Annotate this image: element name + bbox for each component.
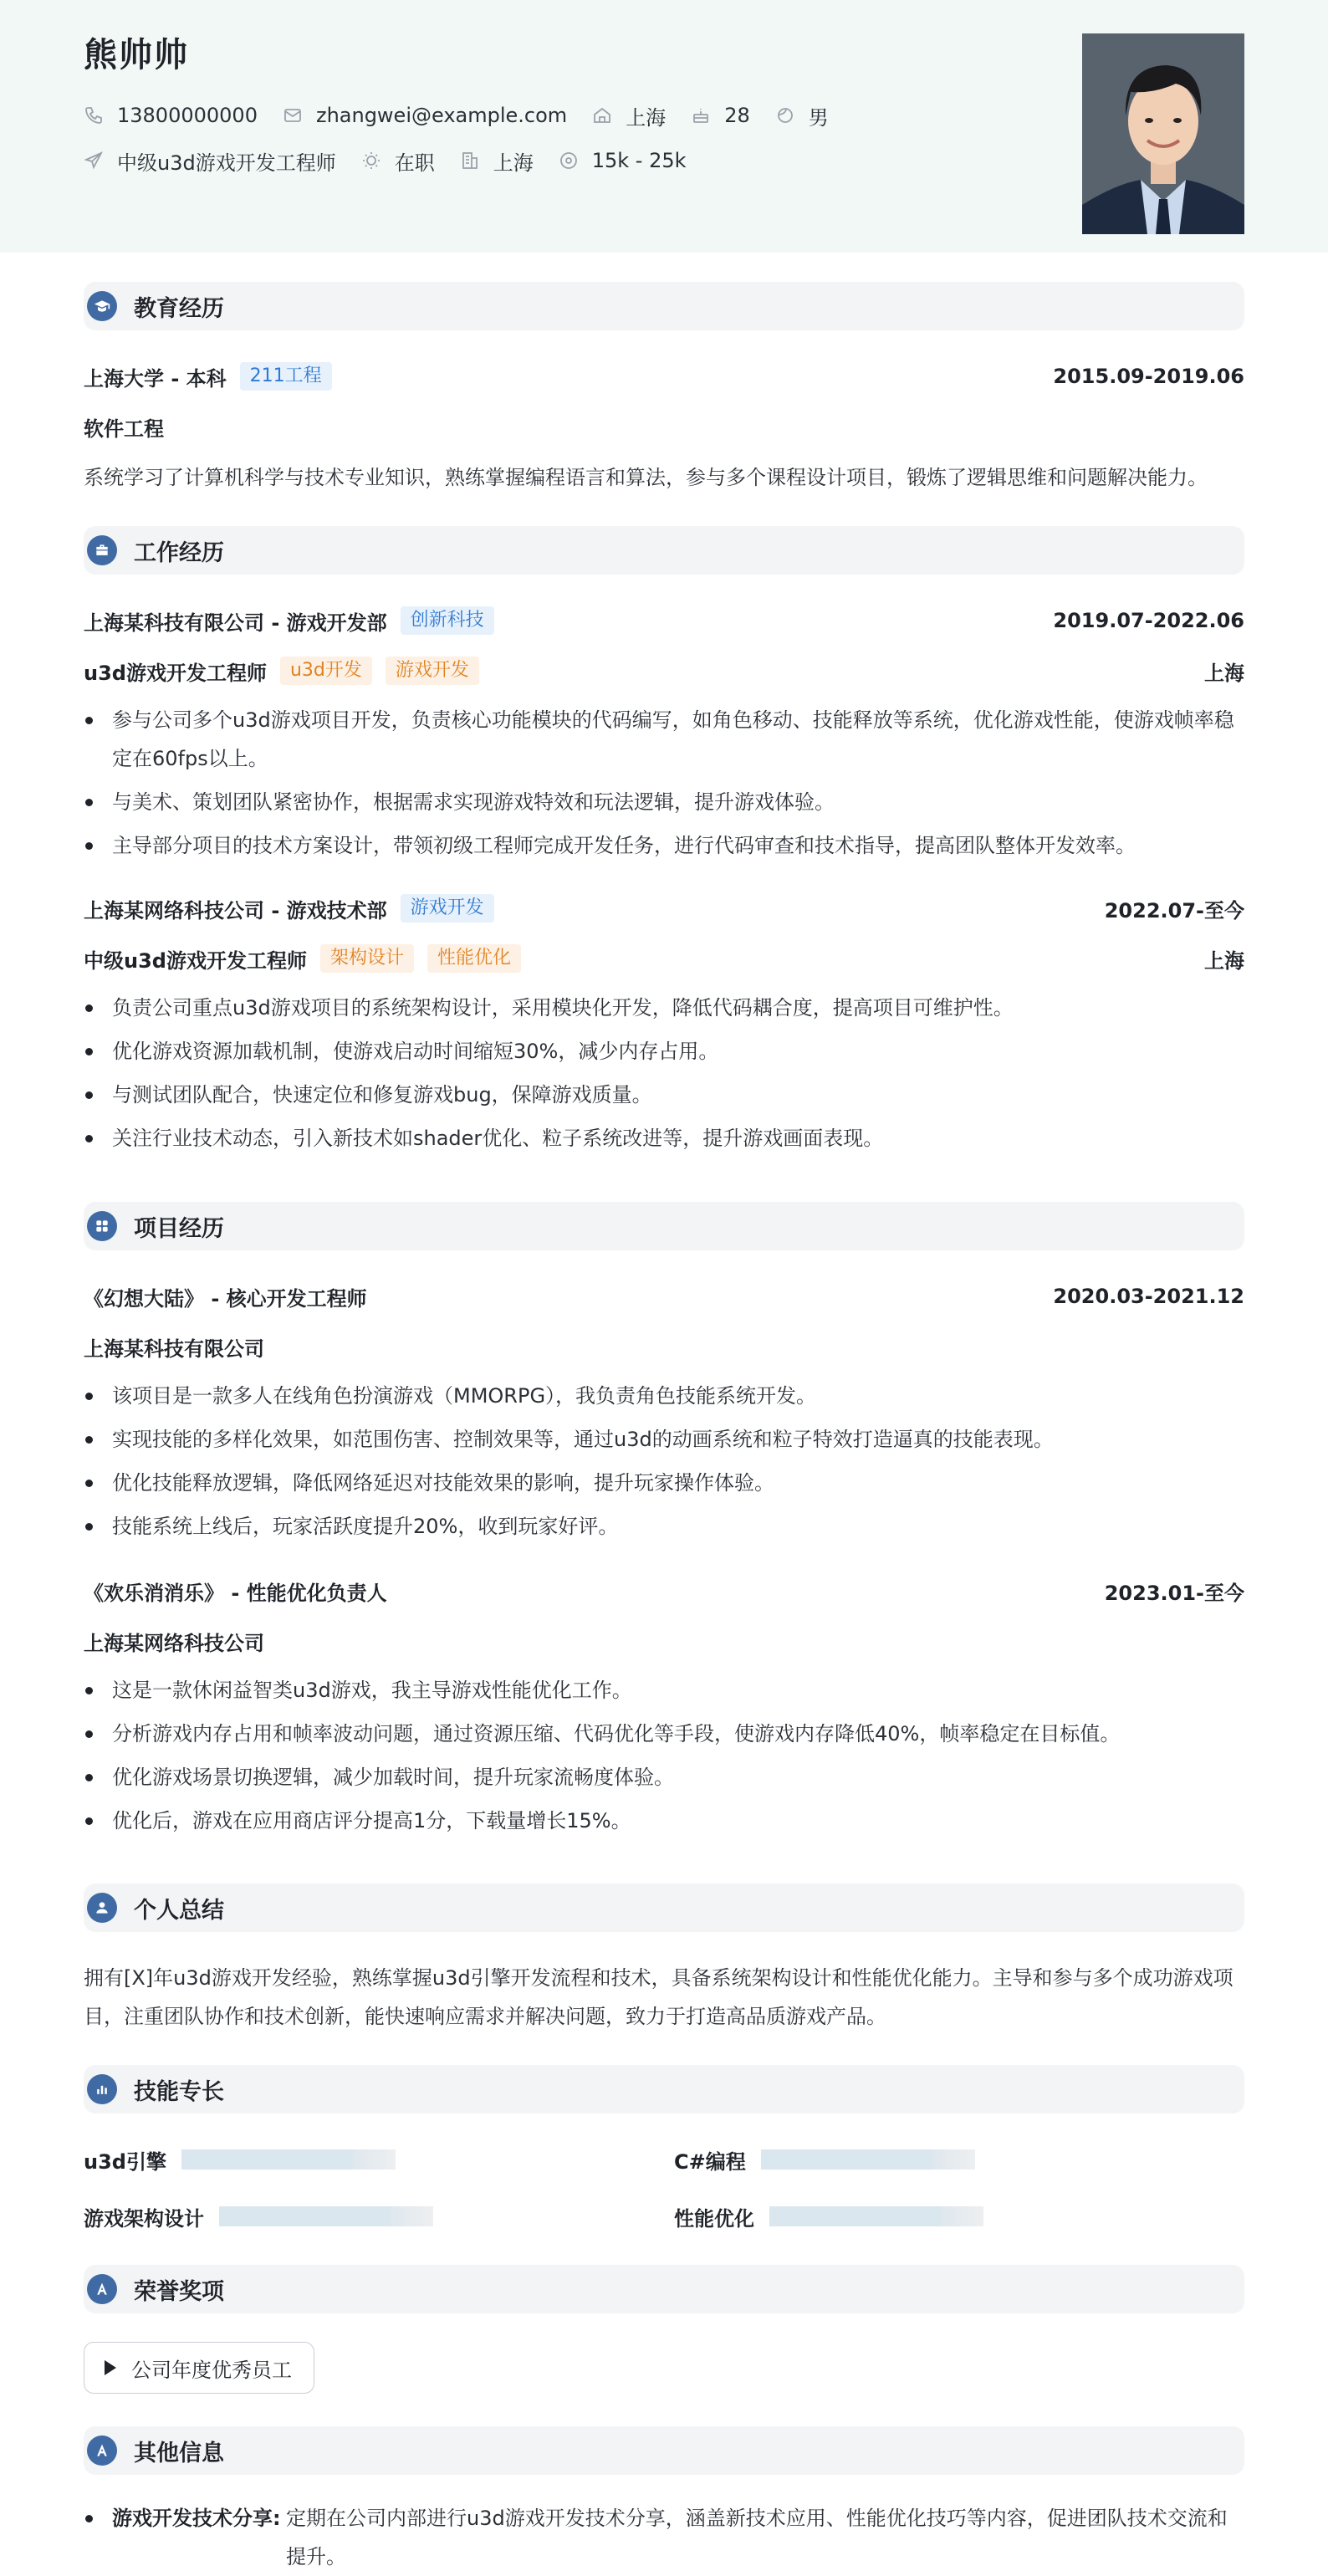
work-role: u3d游戏开发工程师 <box>84 661 267 685</box>
project-date: 2023.01-至今 <box>1104 1581 1244 1605</box>
section-summary <box>84 1883 1244 1932</box>
honor-item <box>84 2342 314 2394</box>
city-item <box>460 146 534 176</box>
age-item <box>691 104 750 127</box>
gender-item <box>775 101 829 130</box>
work-company: 上海某科技有限公司 - 游戏开发部 <box>84 611 387 635</box>
bar-chart-icon <box>87 2074 117 2104</box>
project-date: 2020.03-2021.12 <box>1053 1285 1244 1308</box>
salary-item <box>559 149 687 172</box>
skill-bar-fill <box>769 2206 941 2226</box>
section-skills <box>84 2065 1244 2113</box>
contact-row <box>84 99 854 132</box>
list-item: 主导部分项目的技术方案设计，带领初级工程师完成开发任务，进行代码审查和技术指导，提高团队整体开发效率。 <box>84 826 1244 865</box>
sun-icon <box>361 151 381 171</box>
work-role: 中级u3d游戏开发工程师 <box>84 948 307 973</box>
work-bullets <box>84 989 1244 1163</box>
summary-text: 拥有[X]年u3d游戏开发经验，熟练掌握u3d引擎开发流程和技术，具备系统架构设计和性能优化能力。主导和参与多个成功游戏项目，注重团队协作和技术创新，能快速响应需求并解决问题，致力于打造高品质游戏产品。 <box>84 1966 1234 2028</box>
list-item: 优化技能释放逻辑，降低网络延迟对技能效果的影响，提升玩家操作体验。 <box>84 1464 1244 1502</box>
skill-name: C#编程 <box>674 2149 746 2174</box>
profile-photo-image <box>1082 33 1244 234</box>
work-role-tag: u3d开发 <box>280 657 372 685</box>
project-bullets <box>84 1671 1244 1845</box>
award-icon <box>87 2274 117 2304</box>
skill-bar <box>761 2149 975 2170</box>
skill-bar-fill <box>181 2149 353 2170</box>
list-item: 分析游戏内存占用和帧率波动问题，通过资源压缩、代码优化等手段，使游戏内存降低40%，帧率稳定在目标值。 <box>84 1715 1244 1753</box>
profile-header <box>0 0 1328 253</box>
mail-icon <box>283 105 303 125</box>
skill-item <box>674 2200 983 2233</box>
work-role-tag: 性能优化 <box>427 944 521 973</box>
work-date: 2019.07-2022.06 <box>1053 609 1244 632</box>
project-title: 《幻想大陆》 - 核心开发工程师 <box>84 1286 367 1311</box>
phone-icon <box>84 105 104 125</box>
section-title-text: 教育经历 <box>134 295 224 322</box>
list-item: 该项目是一款多人在线角色扮演游戏（MMORPG），我负责角色技能系统开发。 <box>84 1377 1244 1415</box>
work-header-row <box>84 892 1244 925</box>
list-item: 参与公司多个u3d游戏项目开发，负责核心功能模块的代码编写，如角色移动、技能释放等系统，优化游戏性能，使游戏帧率稳定在60fps以上。 <box>84 701 1244 778</box>
phone-text: 13800000000 <box>117 104 258 127</box>
section-projects <box>84 1202 1244 1250</box>
work-location: 上海 <box>1204 661 1244 685</box>
education-desc: 系统学习了计算机科学与技术专业知识，熟练掌握编程语言和算法，参与多个课程设计项目，锻炼了逻辑思维和问题解决能力。 <box>84 466 1208 489</box>
location-item <box>592 101 666 130</box>
list-item: 优化游戏资源加载机制，使游戏启动时间缩短30%，减少内存占用。 <box>84 1032 1244 1071</box>
email-item <box>283 104 567 127</box>
work-role-row <box>84 942 1244 975</box>
list-item: 实现技能的多样化效果，如范围伤害、控制效果等，通过u3d的动画系统和粒子特效打造逼真的技能表现。 <box>84 1420 1244 1459</box>
job-row <box>84 144 712 177</box>
home-icon <box>592 105 612 125</box>
education-header-row <box>84 360 1244 393</box>
work-role-tag: 游戏开发 <box>386 657 479 685</box>
phone-item <box>84 104 258 127</box>
status-item <box>361 146 435 176</box>
section-title-text: 其他信息 <box>134 2440 224 2466</box>
project-header-row <box>84 1574 1244 1607</box>
project-title: 《欢乐消消乐》 - 性能优化负责人 <box>84 1581 387 1605</box>
skill-name: 性能优化 <box>674 2206 754 2231</box>
send-icon <box>84 151 104 171</box>
work-role-row <box>84 654 1244 687</box>
coin-icon <box>559 151 579 171</box>
other-label: 游戏开发技术分享: <box>112 2507 281 2530</box>
info-icon <box>87 2435 117 2466</box>
person-face-icon <box>775 105 795 125</box>
briefcase-icon <box>87 535 117 565</box>
project-header-row <box>84 1280 1244 1313</box>
list-item: 与测试团队配合，快速定位和修复游戏bug，保障游戏质量。 <box>84 1076 1244 1114</box>
user-icon <box>87 1893 117 1923</box>
honor-text: 公司年度优秀员工 <box>131 2358 292 2382</box>
education-major-row <box>84 410 1244 443</box>
bullet-dot <box>85 2515 93 2522</box>
work-date: 2022.07-至今 <box>1104 898 1244 923</box>
education-date: 2015.09-2019.06 <box>1053 365 1244 388</box>
position-item <box>84 146 336 176</box>
section-title-text: 工作经历 <box>134 539 224 566</box>
work-company-tag: 游戏开发 <box>401 894 494 923</box>
list-item: 与美术、策划团队紧密协作，根据需求实现游戏特效和玩法逻辑，提升游戏体验。 <box>84 783 1244 821</box>
email-text: zhangwei@example.com <box>315 104 568 127</box>
list-item: 技能系统上线后，玩家活跃度提升20%，收到玩家好评。 <box>84 1507 1244 1546</box>
location-text: 上海 <box>626 105 667 130</box>
gender-text: 男 <box>808 105 829 130</box>
play-triangle-icon <box>105 2360 116 2375</box>
project-company-row <box>84 1624 1244 1658</box>
skill-bar <box>219 2206 433 2226</box>
work-company: 上海某网络科技公司 - 游戏技术部 <box>84 898 387 923</box>
skill-name: 游戏架构设计 <box>84 2206 204 2231</box>
skill-item <box>674 2143 975 2176</box>
city-text: 上海 <box>493 151 534 175</box>
skill-name: u3d引擎 <box>84 2149 166 2174</box>
position-text: 中级u3d游戏开发工程师 <box>117 151 336 175</box>
section-title-text: 荣誉奖项 <box>134 2278 224 2305</box>
work-header-row <box>84 604 1244 637</box>
skill-bar <box>181 2149 396 2170</box>
list-item: 负责公司重点u3d游戏项目的系统架构设计，采用模块化开发，降低代码耦合度，提高项目可维护性。 <box>84 989 1244 1027</box>
section-title-text: 个人总结 <box>134 1897 224 1924</box>
project-company: 上海某网络科技公司 <box>84 1631 264 1655</box>
building-icon <box>460 151 480 171</box>
section-honors <box>84 2265 1244 2313</box>
work-bullets <box>84 701 1244 870</box>
skill-item <box>84 2200 433 2233</box>
school-tag: 211工程 <box>240 362 332 391</box>
section-title-text: 技能专长 <box>134 2078 224 2105</box>
work-company-tag: 创新科技 <box>401 606 494 635</box>
salary-text: 15k - 25k <box>591 149 687 172</box>
section-work <box>84 526 1244 575</box>
graduation-cap-icon <box>87 291 117 321</box>
list-item: 关注行业技术动态，引入新技术如shader优化、粒子系统改进等，提升游戏画面表现。 <box>84 1119 1244 1158</box>
work-role-tag: 架构设计 <box>320 944 414 973</box>
profile-photo <box>1082 33 1244 234</box>
project-company-row <box>84 1330 1244 1363</box>
project-company: 上海某科技有限公司 <box>84 1337 264 1361</box>
grid-icon <box>87 1211 117 1241</box>
work-location: 上海 <box>1204 948 1244 973</box>
project-bullets <box>84 1377 1244 1551</box>
section-education <box>84 282 1244 330</box>
skill-bar-fill <box>219 2206 391 2226</box>
school-name: 上海大学 - 本科 <box>84 366 227 391</box>
skill-bar <box>769 2206 983 2226</box>
section-other <box>84 2426 1244 2475</box>
education-major: 软件工程 <box>84 417 164 441</box>
other-item <box>84 2499 1244 2576</box>
skill-bar-fill <box>761 2149 932 2170</box>
age-text: 28 <box>724 104 750 127</box>
skill-item <box>84 2143 396 2176</box>
list-item: 这是一款休闲益智类u3d游戏，我主导游戏性能优化工作。 <box>84 1671 1244 1710</box>
other-content: 定期在公司内部进行u3d游戏开发技术分享，涵盖新技术应用、性能优化技巧等内容，促进团队技术交流和提升。 <box>286 2507 1228 2568</box>
status-text: 在职 <box>394 151 435 175</box>
section-title-text: 项目经历 <box>134 1215 224 1242</box>
cake-icon <box>691 105 711 125</box>
list-item: 优化游戏场景切换逻辑，减少加载时间，提升玩家流畅度体验。 <box>84 1758 1244 1797</box>
list-item: 优化后，游戏在应用商店评分提高1分，下载量增长15%。 <box>84 1802 1244 1840</box>
profile-name: 熊帅帅 <box>84 36 189 74</box>
